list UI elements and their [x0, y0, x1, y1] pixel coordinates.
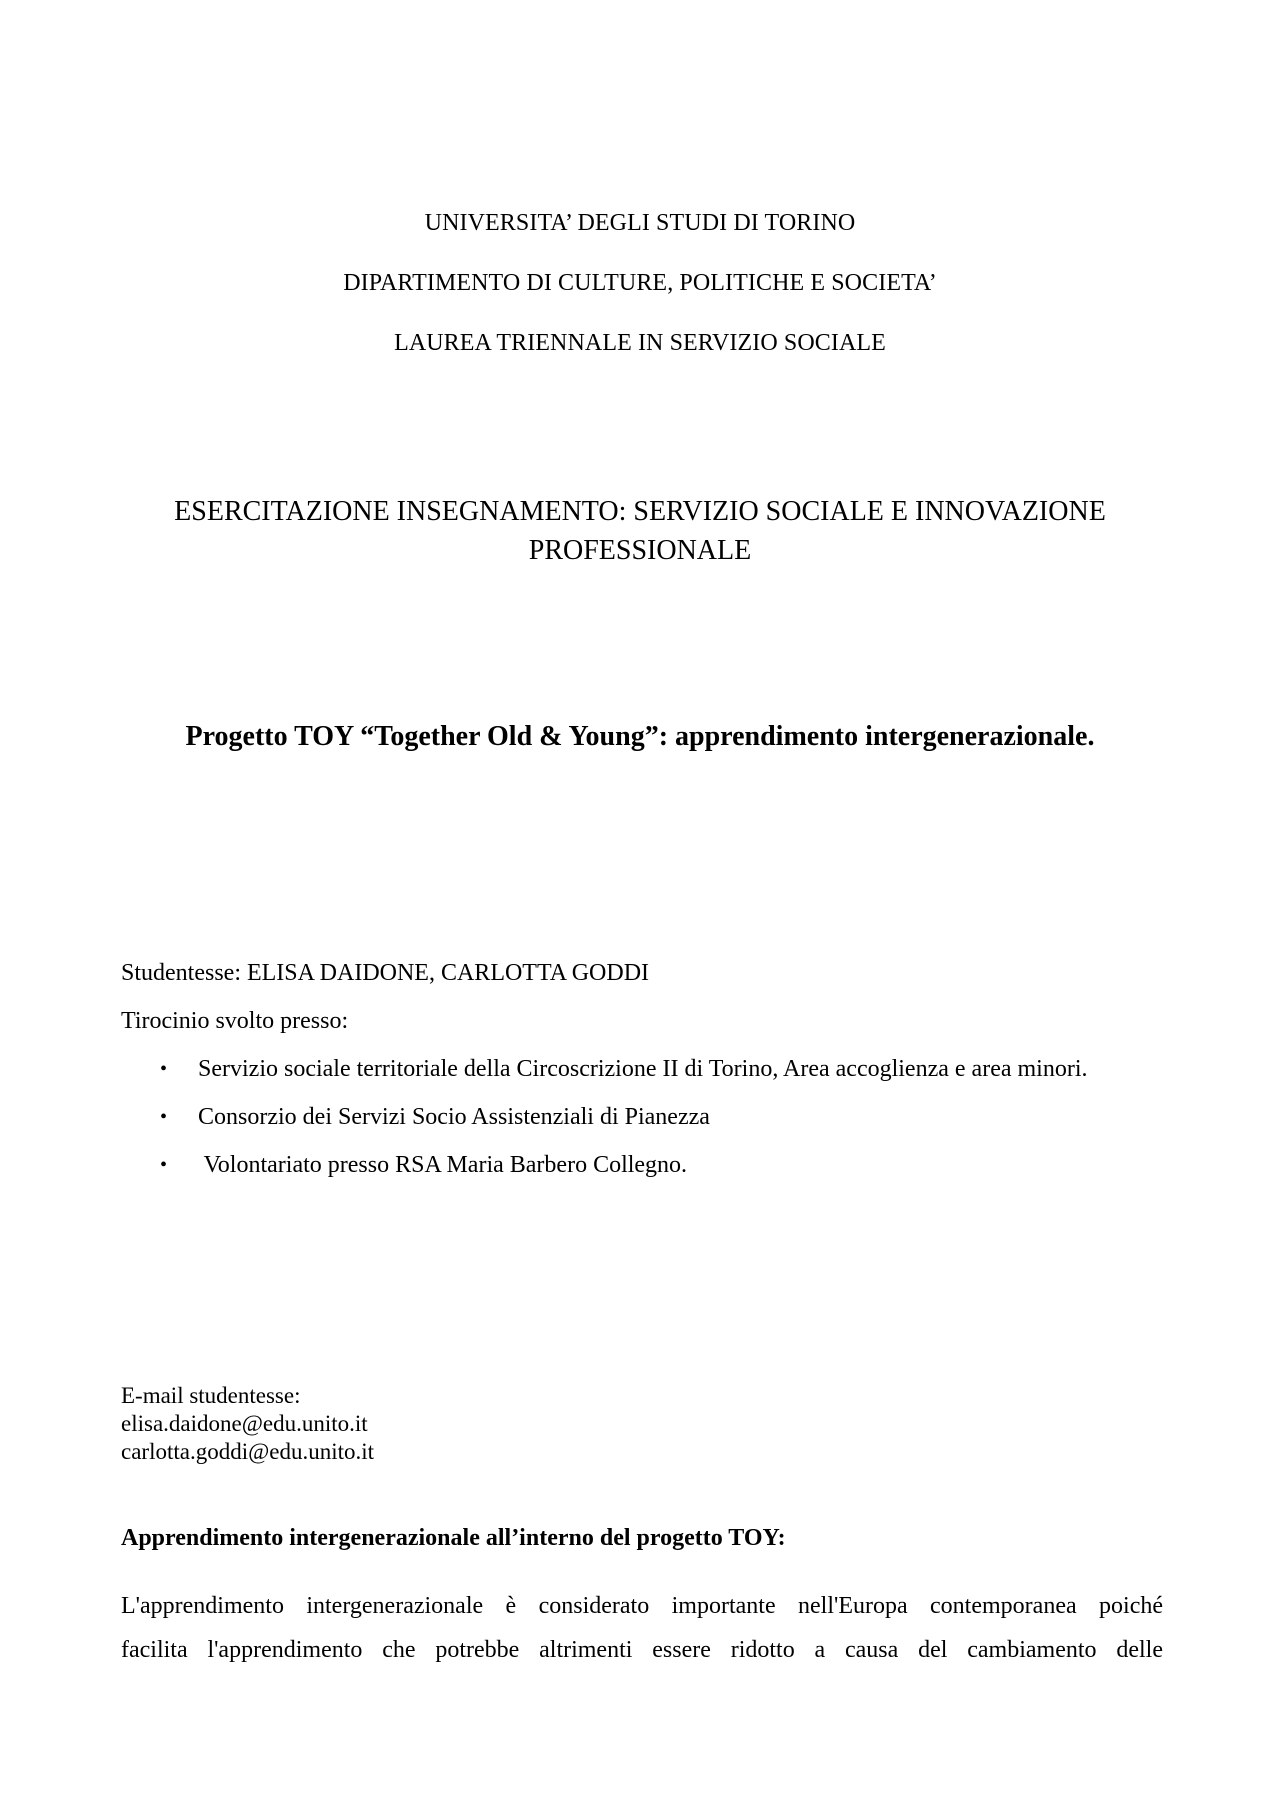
section-heading: Apprendimento intergenerazionale all’interno del progetto TOY: [121, 1525, 786, 1551]
bullet-icon: • [160, 1154, 168, 1176]
email-address: elisa.daidone@edu.unito.it [121, 1411, 368, 1436]
project-title: Progetto TOY “Together Old & Young”: apprendimento intergenerazionale. [185, 721, 1095, 752]
email-address: carlotta.goddi@edu.unito.it [121, 1439, 375, 1464]
internship-item: Servizio sociale territoriale della Circoscrizione II di Torino, Area accoglienza e area minori. [198, 1056, 1088, 1082]
bullet-icon: • [160, 1106, 168, 1128]
course-title-line-2: PROFESSIONALE [528, 535, 752, 566]
degree-name: LAUREA TRIENNALE IN SERVIZIO SOCIALE [394, 330, 886, 356]
department-name: DIPARTIMENTO DI CULTURE, POLITICHE E SOCIETA’ [343, 270, 937, 296]
bullet-icon: • [160, 1058, 168, 1080]
internship-label: Tirocinio svolto presso: [121, 1008, 349, 1034]
internship-item: Consorzio dei Servizi Socio Assistenziali di Pianezza [198, 1104, 710, 1130]
students-line: Studentesse: ELISA DAIDONE, CARLOTTA GODDI [121, 960, 650, 986]
course-title-line-1: ESERCITAZIONE INSEGNAMENTO: SERVIZIO SOCIALE E INNOVAZIONE [174, 496, 1106, 527]
university-name: UNIVERSITA’ DEGLI STUDI DI TORINO [424, 210, 856, 236]
email-label: E-mail studentesse: [121, 1383, 301, 1408]
course-title [120, 492, 1160, 570]
internship-item: Volontariato presso RSA Maria Barbero Collegno. [198, 1152, 688, 1178]
paragraph-line: L'apprendimento intergenerazionale è considerato importante nell'Europa contemporanea poiché [121, 1593, 1163, 1619]
paragraph-line: facilita l'apprendimento che potrebbe altrimenti essere ridotto a causa del cambiamento delle [121, 1637, 1163, 1663]
